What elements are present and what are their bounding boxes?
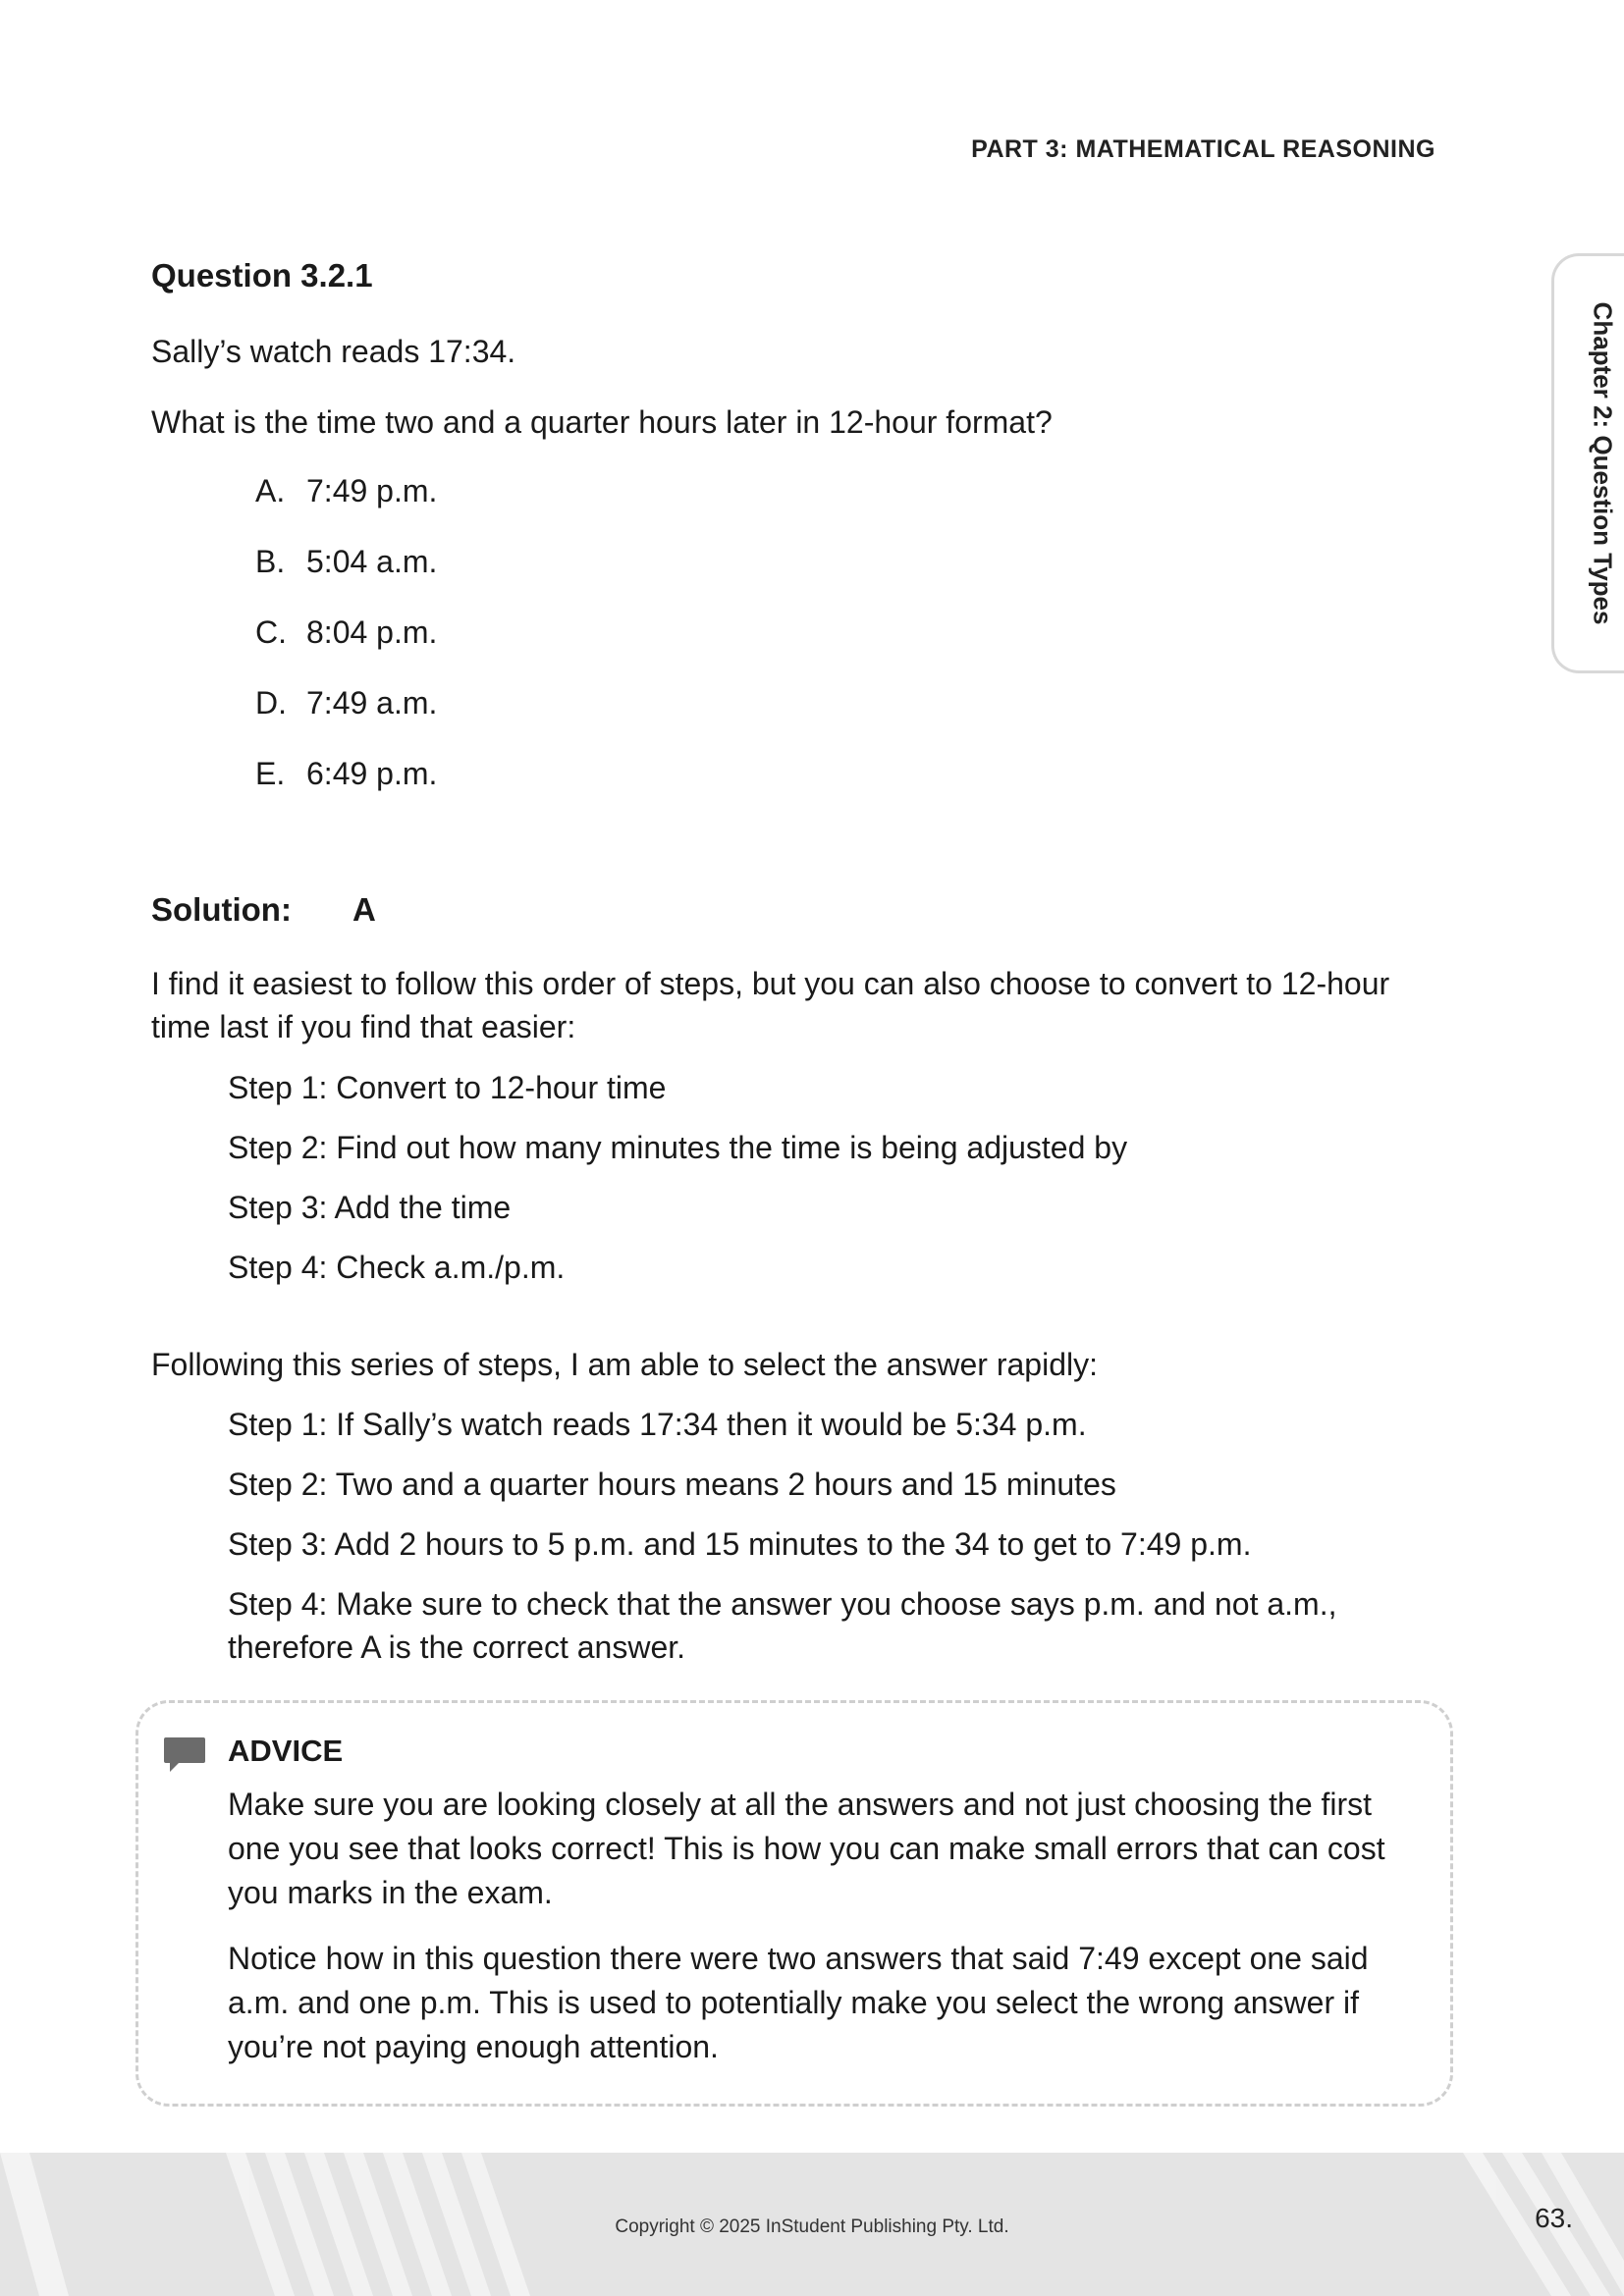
worked-step-item: Step 1: If Sally’s watch reads 17:34 then it would be 5:34 p.m. <box>228 1407 1087 1442</box>
question-statement: Sally’s watch reads 17:34. <box>151 334 516 369</box>
solution-answer: A <box>352 891 376 928</box>
option-text: 8:04 p.m. <box>306 614 438 650</box>
step-item: Step 3: Add the time <box>228 1190 512 1225</box>
answer-option-d <box>255 685 437 721</box>
running-header: PART 3: MATHEMATICAL REASONING <box>971 135 1435 163</box>
option-text: 5:04 a.m. <box>306 544 438 579</box>
option-text: 7:49 a.m. <box>306 685 438 721</box>
speech-bubble-icon <box>163 1735 206 1775</box>
worked-step-item: Step 3: Add 2 hours to 5 p.m. and 15 minutes to the 34 to get to 7:49 p.m. <box>228 1526 1252 1562</box>
solution-intro: I find it easiest to follow this order of steps, but you can also choose to convert to 12-hour time last if you find that easier: <box>151 966 1390 1044</box>
chapter-tab-label: Chapter 2: Question Types <box>1588 301 1617 625</box>
copyright-notice: Copyright © 2025 InStudent Publishing Pty. Ltd. <box>615 2216 1009 2237</box>
option-letter: E. <box>255 756 286 791</box>
solution-followup: Following this series of steps, I am able to select the answer rapidly: <box>151 1347 1098 1382</box>
advice-title: ADVICE <box>228 1734 344 1768</box>
option-letter: D. <box>255 685 287 721</box>
step-item: Step 4: Check a.m./p.m. <box>228 1250 566 1285</box>
answer-option-e <box>255 756 437 792</box>
question-title: Question 3.2.1 <box>151 257 373 294</box>
step-item: Step 2: Find out how many minutes the time is being adjusted by <box>228 1130 1128 1165</box>
page-number: 63. <box>1535 2203 1573 2233</box>
step-item: Step 1: Convert to 12-hour time <box>228 1070 667 1105</box>
advice-paragraph: Make sure you are looking closely at all the answers and not just choosing the first one you see that looks correct! This is how you can make small errors that can cost you marks in the exam. <box>228 1787 1385 1910</box>
chapter-tab[interactable] <box>1551 253 1624 673</box>
answer-option-c <box>255 614 437 651</box>
worked-step-item: Step 4: Make sure to check that the answer you choose says p.m. and not a.m., therefore A is the correct answer. <box>228 1586 1337 1665</box>
option-letter: A. <box>255 473 286 508</box>
option-letter: C. <box>255 614 287 650</box>
worked-step-item: Step 2: Two and a quarter hours means 2 hours and 15 minutes <box>228 1467 1116 1502</box>
answer-option-b <box>255 544 437 580</box>
advice-paragraph: Notice how in this question there were two answers that said 7:49 except one said a.m. and one p.m. This is used to potentially make you select the wrong answer if you’re not paying enough attention. <box>228 1941 1369 2064</box>
solution-label: Solution: <box>151 891 292 928</box>
option-letter: B. <box>255 544 286 579</box>
answer-option-a <box>255 473 437 509</box>
solution-heading <box>151 891 376 929</box>
option-text: 6:49 p.m. <box>306 756 438 791</box>
question-prompt: What is the time two and a quarter hours later in 12-hour format? <box>151 404 1053 440</box>
option-text: 7:49 p.m. <box>306 473 438 508</box>
